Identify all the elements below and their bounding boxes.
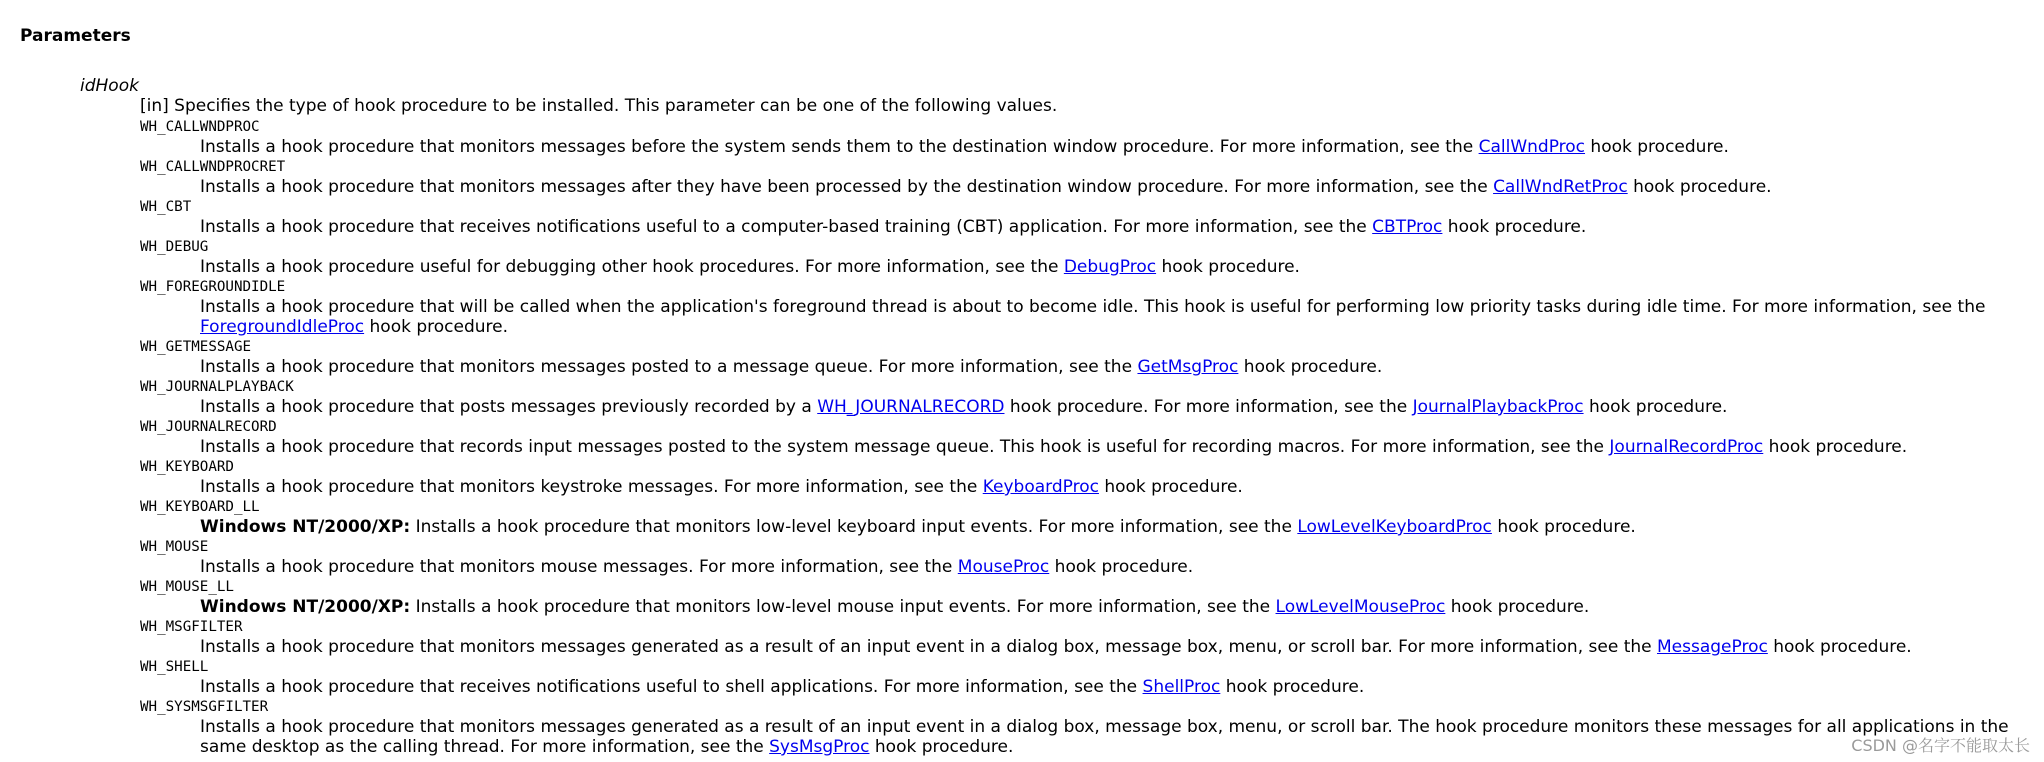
hook-description [200, 677, 2020, 697]
description-text: Installs a hook procedure that monitors messages after they have been processed by the destination window procedure. For more information, see the [200, 177, 1494, 197]
description-text: hook procedure. [1763, 437, 1908, 457]
reference-link[interactable]: LowLevelMouseProc [1275, 597, 1446, 617]
hook-description [200, 557, 2020, 577]
hook-code: WH_FOREGROUNDIDLE [140, 279, 286, 295]
reference-link[interactable]: WH_JOURNALRECORD [817, 397, 1005, 417]
description-text: Installs a hook procedure useful for debugging other hook procedures. For more information, see the [200, 257, 1064, 277]
hook-description [200, 517, 2020, 537]
description-text: hook procedure. [1156, 257, 1300, 277]
param-name: idHook [80, 76, 139, 96]
description-text: hook procedure. [364, 317, 508, 337]
hook-code: WH_KEYBOARD [140, 459, 234, 475]
reference-link[interactable]: ShellProc [1142, 677, 1221, 697]
reference-link[interactable]: CallWndRetProc [1493, 177, 1628, 197]
reference-link[interactable]: DebugProc [1063, 257, 1157, 277]
hook-code: WH_KEYBOARD_LL [140, 499, 260, 515]
description-text: Installs a hook procedure that receives notifications useful to shell applications. For more information, see the [200, 677, 1143, 697]
description-text: Installs a hook procedure that records input messages posted to the system message queue. This hook is useful for recording macros. For more information, see the [200, 437, 1610, 457]
hook-code: WH_CALLWNDPROC [140, 119, 260, 135]
hook-description [200, 597, 2020, 617]
hook-description [200, 477, 2020, 497]
hook-description [200, 397, 2020, 417]
description-text: Installs a hook procedure that monitors mouse messages. For more information, see the [200, 557, 958, 577]
hook-description [200, 717, 2020, 757]
reference-link[interactable]: SysMsgProc [769, 737, 870, 757]
description-text: Installs a hook procedure that monitors messages posted to a message queue. For more information, see the [200, 357, 1138, 377]
description-text: Installs a hook procedure that posts messages previously recorded by a [200, 397, 818, 417]
description-text: Installs a hook procedure that monitors messages generated as a result of an input event in a dialog box, message box, menu, or scroll bar. The hook procedure monitors these messages for all applications in the same desktop as the calling thread. For more information, see the [200, 717, 2009, 757]
description-text: hook procedure. [1583, 397, 1728, 417]
hook-description [200, 297, 2020, 337]
platform-prefix: Windows NT/2000/XP: [200, 517, 411, 537]
description-text: hook procedure. [869, 737, 1014, 757]
description-text: hook procedure. For more information, see the [1004, 397, 1413, 417]
hook-values-list [140, 117, 2020, 757]
reference-link[interactable]: MouseProc [957, 557, 1050, 577]
hook-description [200, 637, 2020, 657]
description-text: Installs a hook procedure that monitors messages generated as a result of an input event in a dialog box, message box, menu, or scroll bar. For more information, see the [200, 637, 1657, 657]
reference-link[interactable]: JournalPlaybackProc [1412, 397, 1584, 417]
description-text: Installs a hook procedure that monitors low-level mouse input events. For more information, see the [410, 597, 1276, 617]
hook-code: WH_JOURNALPLAYBACK [140, 379, 294, 395]
description-text: hook procedure. [1049, 557, 1194, 577]
hook-code: WH_CALLWNDPROCRET [140, 159, 286, 175]
description-text: Installs a hook procedure that monitors low-level keyboard input events. For more information, see the [410, 517, 1298, 537]
platform-prefix: Windows NT/2000/XP: [200, 597, 411, 617]
reference-link[interactable]: LowLevelKeyboardProc [1297, 517, 1492, 537]
hook-code: WH_SHELL [140, 659, 209, 675]
reference-link[interactable]: KeyboardProc [982, 477, 1099, 497]
hook-description [200, 357, 2020, 377]
reference-link[interactable]: ForegroundIdleProc [200, 317, 365, 337]
hook-code: WH_CBT [140, 199, 192, 215]
hook-description [200, 177, 2020, 197]
hook-description [200, 437, 2020, 457]
description-text: hook procedure. [1627, 177, 1772, 197]
hook-description [200, 217, 2020, 237]
hook-description [200, 137, 2020, 157]
reference-link[interactable]: GetMsgProc [1137, 357, 1239, 377]
description-text: hook procedure. [1238, 357, 1383, 377]
hook-code: WH_GETMESSAGE [140, 339, 252, 355]
description-text: hook procedure. [1445, 597, 1590, 617]
description-text: hook procedure. [1220, 677, 1365, 697]
description-text: Installs a hook procedure that monitors keystroke messages. For more information, see the [200, 477, 983, 497]
reference-link[interactable]: CallWndProc [1478, 137, 1586, 157]
description-text: Installs a hook procedure that monitors messages before the system sends them to the destination window procedure. For more information, see the [200, 137, 1479, 157]
description-text: Installs a hook procedure that receives notifications useful to a computer-based training (CBT) application. For more information, see the [200, 217, 1373, 237]
description-text: hook procedure. [1585, 137, 1729, 157]
hook-code: WH_SYSMSGFILTER [140, 699, 269, 715]
hook-code: WH_MSGFILTER [140, 619, 243, 635]
description-text: hook procedure. [1442, 217, 1587, 237]
reference-link[interactable]: MessageProc [1657, 637, 1768, 657]
reference-link[interactable]: CBTProc [1372, 217, 1443, 237]
hook-code: WH_MOUSE_LL [140, 579, 234, 595]
reference-link[interactable]: JournalRecordProc [1609, 437, 1764, 457]
param-description: [in] Specifies the type of hook procedure to be installed. This parameter can be one of the following values. [140, 96, 1058, 116]
description-text: Installs a hook procedure that will be called when the application's foreground thread is about to become idle. This hook is useful for performing low priority tasks during idle time. For more information, see the [200, 297, 1986, 317]
section-heading: Parameters [20, 26, 131, 46]
description-text: hook procedure. [1767, 637, 1912, 657]
hook-code: WH_JOURNALRECORD [140, 419, 277, 435]
hook-code: WH_MOUSE [140, 539, 209, 555]
description-text: hook procedure. [1098, 477, 1243, 497]
description-text: hook procedure. [1491, 517, 1636, 537]
hook-description [200, 257, 2020, 277]
watermark: CSDN @名字不能取太长 [1851, 736, 2030, 755]
hook-code: WH_DEBUG [140, 239, 209, 255]
